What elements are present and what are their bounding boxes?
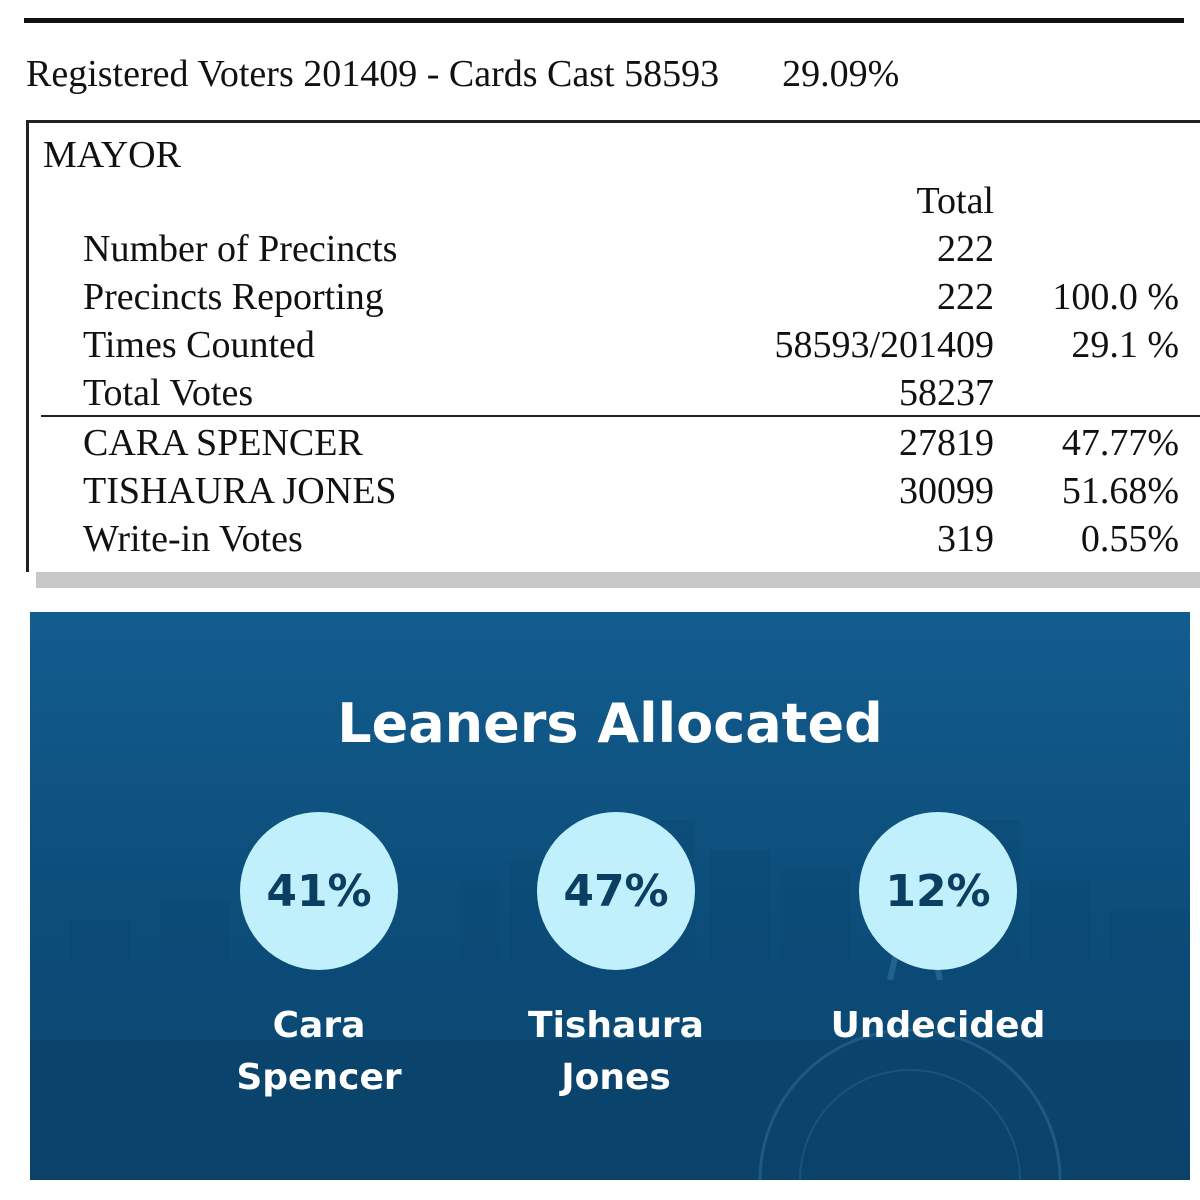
stat-percent: 29.1 %: [1071, 324, 1179, 366]
percent-value: 12%: [885, 865, 991, 917]
table-shadow: [36, 572, 1200, 588]
contest-title: MAYOR: [43, 134, 181, 176]
percent-value: 47%: [563, 865, 669, 917]
candidate-label: [808, 1000, 1068, 1052]
stat-row: [29, 227, 1200, 275]
candidate-votes: 319: [937, 518, 994, 560]
cards-cast-label: Cards Cast: [448, 53, 615, 95]
candidate-name: Write-in Votes: [83, 518, 303, 560]
stat-value: 222: [937, 228, 994, 270]
turnout-summary: [26, 52, 899, 96]
graphic-title: Leaners Allocated: [337, 692, 883, 755]
stat-label: Total Votes: [83, 372, 254, 414]
percent-circle: [859, 812, 1017, 970]
candidate-percent: 0.55%: [1080, 518, 1179, 560]
percent-circle: [240, 812, 398, 970]
leaners-graphic: [30, 612, 1190, 1180]
stat-label: Number of Precincts: [83, 228, 398, 270]
candidate-label-line: Undecided: [830, 1005, 1046, 1046]
mayor-results-table: [26, 120, 1200, 572]
table-divider: [41, 415, 1200, 417]
stat-label: Times Counted: [83, 324, 315, 366]
stat-row: [29, 371, 1200, 419]
candidate-label: [486, 1000, 746, 1104]
candidate-name: TISHAURA JONES: [83, 470, 397, 512]
column-header-row: [29, 179, 1200, 227]
candidate-row: [29, 469, 1200, 517]
cards-cast-value: 58593: [624, 53, 720, 95]
percent-circle: [537, 812, 695, 970]
stat-row: [29, 323, 1200, 371]
column-header-total: Total: [916, 180, 994, 222]
stat-row: [29, 275, 1200, 323]
candidate-votes: 30099: [899, 470, 994, 512]
registered-voters-label: Registered Voters: [26, 53, 294, 95]
candidate-label-line: Jones: [561, 1057, 671, 1098]
candidate-name: CARA SPENCER: [83, 422, 363, 464]
candidate-label-line: Spencer: [236, 1057, 402, 1098]
top-rule: [24, 18, 1184, 23]
stat-value: 222: [937, 276, 994, 318]
candidate-row: [29, 517, 1200, 565]
percent-value: 41%: [266, 865, 372, 917]
stat-value: 58237: [899, 372, 994, 414]
candidate-percent: 47.77%: [1061, 422, 1179, 464]
candidate-label-line: Cara: [272, 1005, 366, 1046]
candidate-percent: 51.68%: [1061, 470, 1179, 512]
stat-percent: 100.0 %: [1052, 276, 1179, 318]
turnout-percent: 29.09%: [782, 53, 900, 95]
candidate-label: [189, 1000, 449, 1104]
summary-separator: -: [426, 53, 440, 95]
candidate-votes: 27819: [899, 422, 994, 464]
stat-value: 58593/201409: [774, 324, 994, 366]
registered-voters-value: 201409: [303, 53, 418, 95]
stat-label: Precincts Reporting: [83, 276, 384, 318]
candidate-row: [29, 421, 1200, 469]
candidate-label-line: Tishaura: [528, 1005, 704, 1046]
